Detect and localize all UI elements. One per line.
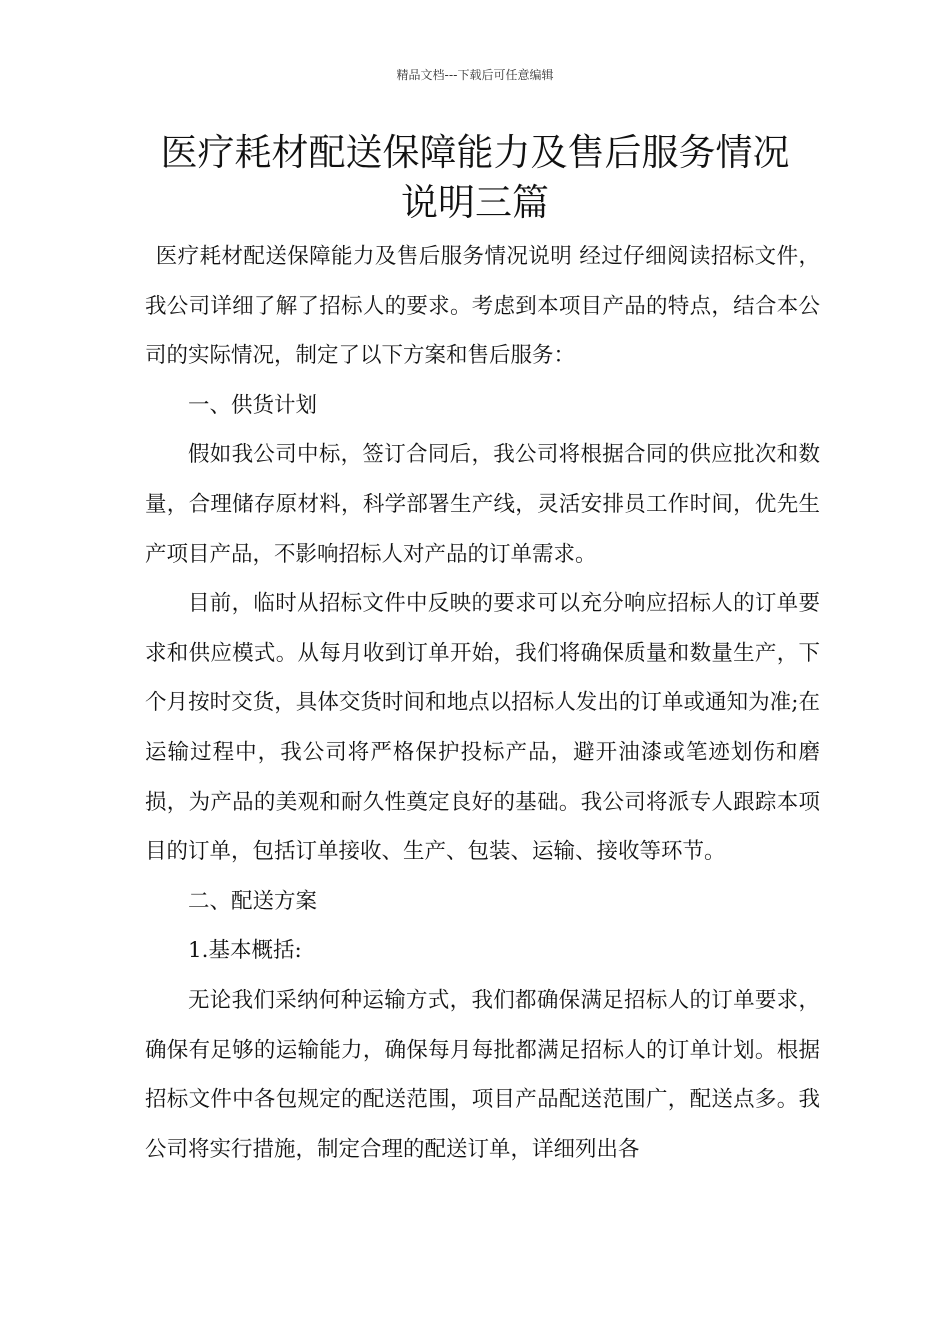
title-line-1: 医疗耗材配送保障能力及售后服务情况 xyxy=(160,131,790,174)
body-paragraph: 目前，临时从招标文件中反映的要求可以充分响应招标人的订单要求和供应模式。从每月收到订单开始，我们将确保质量和数量生产，下个月按时交货，具体交货时间和地点以招标人发出的订单或通知为准;在运输过程中，我公司将严格保护投标产品，避开油漆或笔迹划伤和磨损，为产品的美观和耐久性奠定良好的基础。我公司将派专人跟踪本项目的订单，包括订单接收、生产、包装、运输、接收等环节。 xyxy=(145,591,820,865)
subsection-heading: 1.基本概括: xyxy=(188,938,302,964)
title-line-2: 说明三篇 xyxy=(401,181,549,224)
section-heading-delivery-plan: 二、配送方案 xyxy=(188,888,318,914)
body-paragraph: 假如我公司中标，签订合同后，我公司将根据合同的供应批次和数量，合理储存原材料，科学部署生产线，灵活安排员工作时间，优先生产项目产品，不影响招标人对产品的订单需求。 xyxy=(145,442,820,567)
section-heading-supply-plan: 一、供货计划 xyxy=(188,392,318,418)
body-paragraph: 无论我们采纳何种运输方式，我们都确保满足招标人的订单要求，确保有足够的运输能力，确保每月每批都满足招标人的订单计划。根据招标文件中各包规定的配送范围，项目产品配送范围广，配送点多。我公司将实行措施，制定合理的配送订单，详细列出各 xyxy=(145,987,820,1162)
intro-paragraph: 医疗耗材配送保障能力及售后服务情况说明 经过仔细阅读招标文件，我公司详细了解了招标人的要求。考虑到本项目产品的特点，结合本公司的实际情况，制定了以下方案和售后服务： xyxy=(145,244,820,369)
document-title xyxy=(100,128,850,228)
page-header: 精品文档---下载后可任意编辑 xyxy=(396,68,554,82)
document-body xyxy=(145,232,820,1174)
